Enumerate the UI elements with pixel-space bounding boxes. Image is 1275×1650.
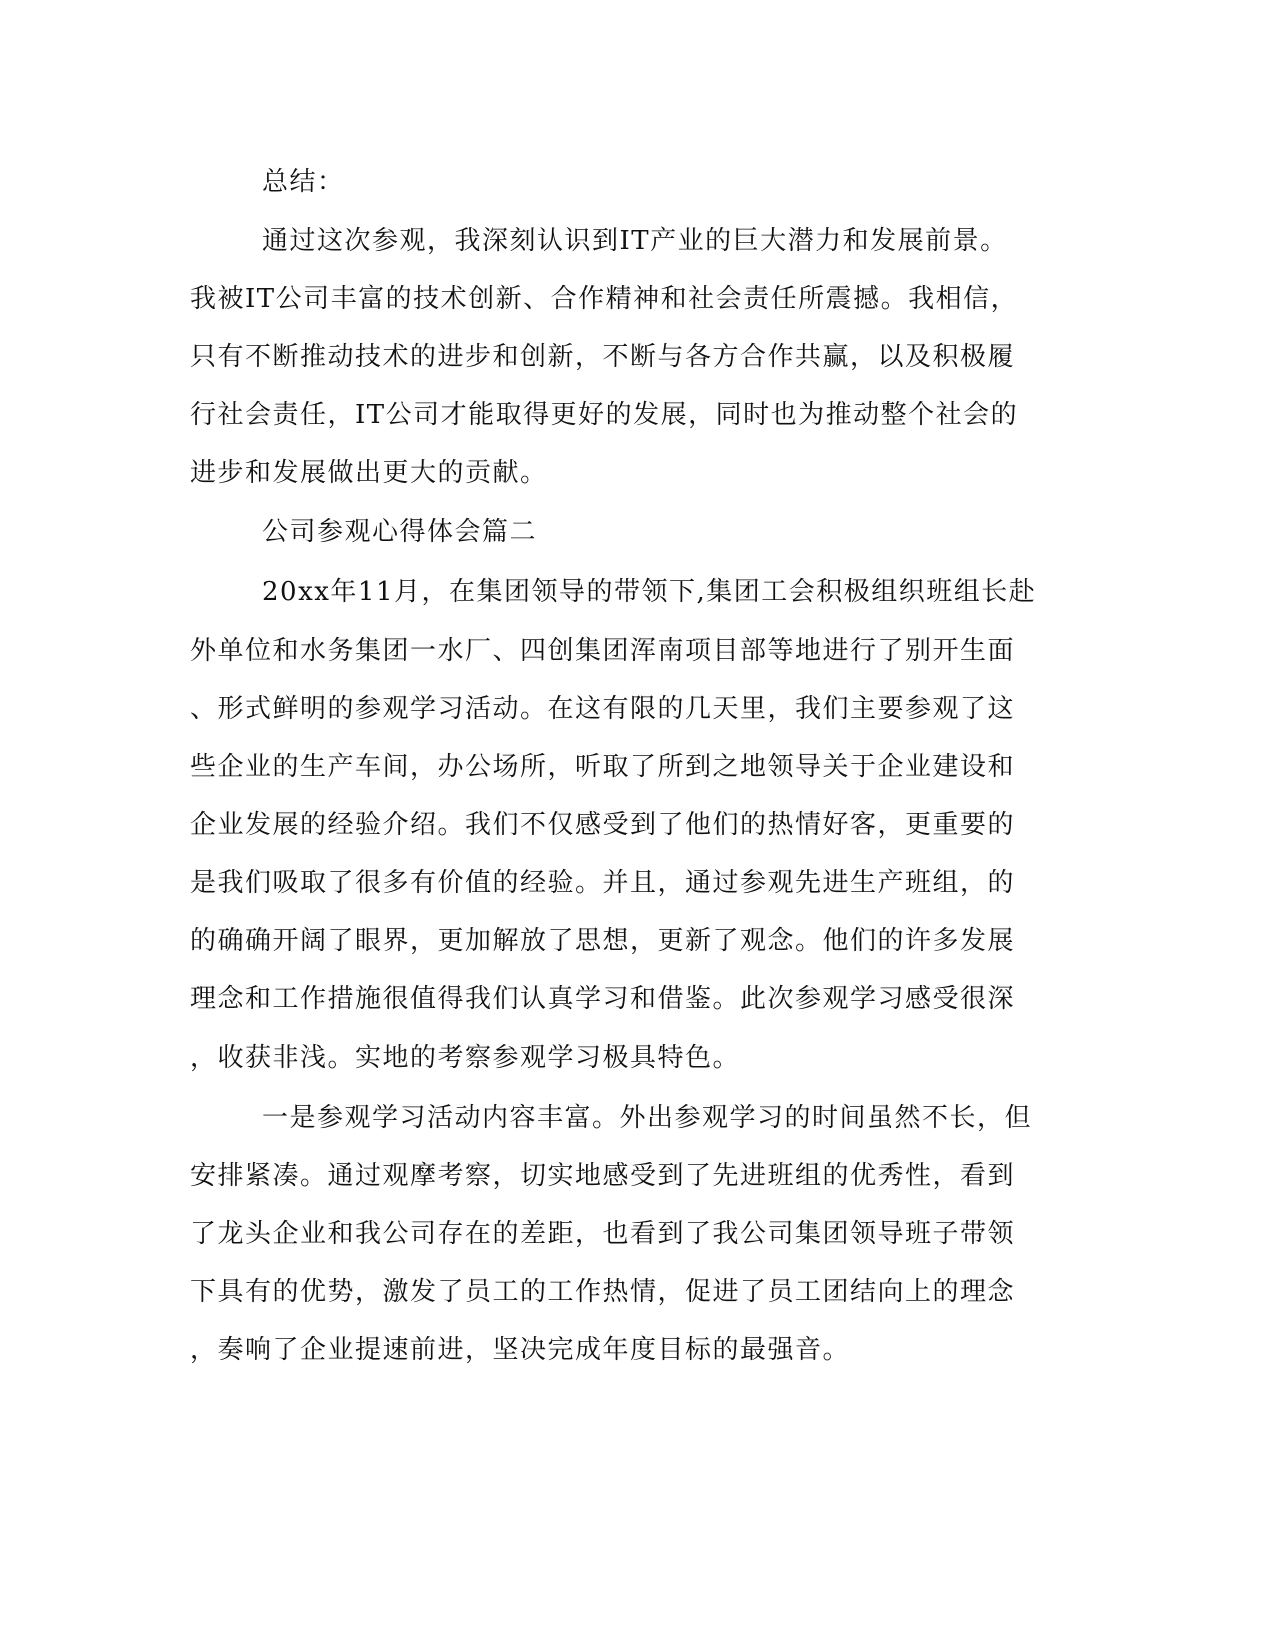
paragraph-line: 了龙头企业和我公司存在的差距，也看到了我公司集团领导班子带领 [190, 1219, 1016, 1249]
paragraph-line: 些企业的生产车间，办公场所，听取了所到之地领导关于企业建设和 [190, 752, 1016, 782]
paragraph-line: 安排紧凑。通过观摩考察，切实地感受到了先进班组的优秀性，看到 [190, 1161, 1016, 1191]
paragraph-line: 是我们吸取了很多有价值的经验。并且，通过参观先进生产班组，的 [190, 868, 1016, 898]
section-heading: 公司参观心得体会篇二 [262, 517, 538, 547]
paragraph-line: 20xx年11月，在集团领导的带领下,集团工会积极组织班组长赴 [262, 577, 1037, 607]
paragraph-line: 只有不断推动技术的进步和创新，不断与各方合作共赢，以及积极履 [190, 342, 1016, 372]
paragraph-line: 的确确开阔了眼界，更加解放了思想，更新了观念。他们的许多发展 [190, 926, 1016, 956]
paragraph-line: 我被IT公司丰富的技术创新、合作精神和社会责任所震撼。我相信， [190, 284, 1019, 314]
paragraph-line: 、形式鲜明的参观学习活动。在这有限的几天里，我们主要参观了这 [190, 694, 1016, 724]
paragraph-line: 进步和发展做出更大的贡献。 [190, 458, 548, 488]
paragraph-line: 企业发展的经验介绍。我们不仅感受到了他们的热情好客，更重要的 [190, 810, 1016, 840]
paragraph-line: 理念和工作措施很值得我们认真学习和借鉴。此次参观学习感受很深 [190, 984, 1016, 1014]
paragraph-line: 一是参观学习活动内容丰富。外出参观学习的时间虽然不长，但 [262, 1103, 1033, 1133]
paragraph-line: ，收获非浅。实地的考察参观学习极具特色。 [190, 1043, 741, 1073]
paragraph-line: ，奏响了企业提速前进，坚决完成年度目标的最强音。 [190, 1335, 851, 1365]
paragraph-line: 下具有的优势，激发了员工的工作热情，促进了员工团结向上的理念 [190, 1277, 1016, 1307]
summary-heading: 总结： [262, 167, 345, 197]
paragraph-line: 外单位和水务集团一水厂、四创集团浑南项目部等地进行了别开生面 [190, 636, 1016, 666]
paragraph-line: 行社会责任，IT公司才能取得更好的发展，同时也为推动整个社会的 [190, 400, 1019, 430]
paragraph-line: 通过这次参观，我深刻认识到IT产业的巨大潜力和发展前景。 [262, 226, 1008, 256]
